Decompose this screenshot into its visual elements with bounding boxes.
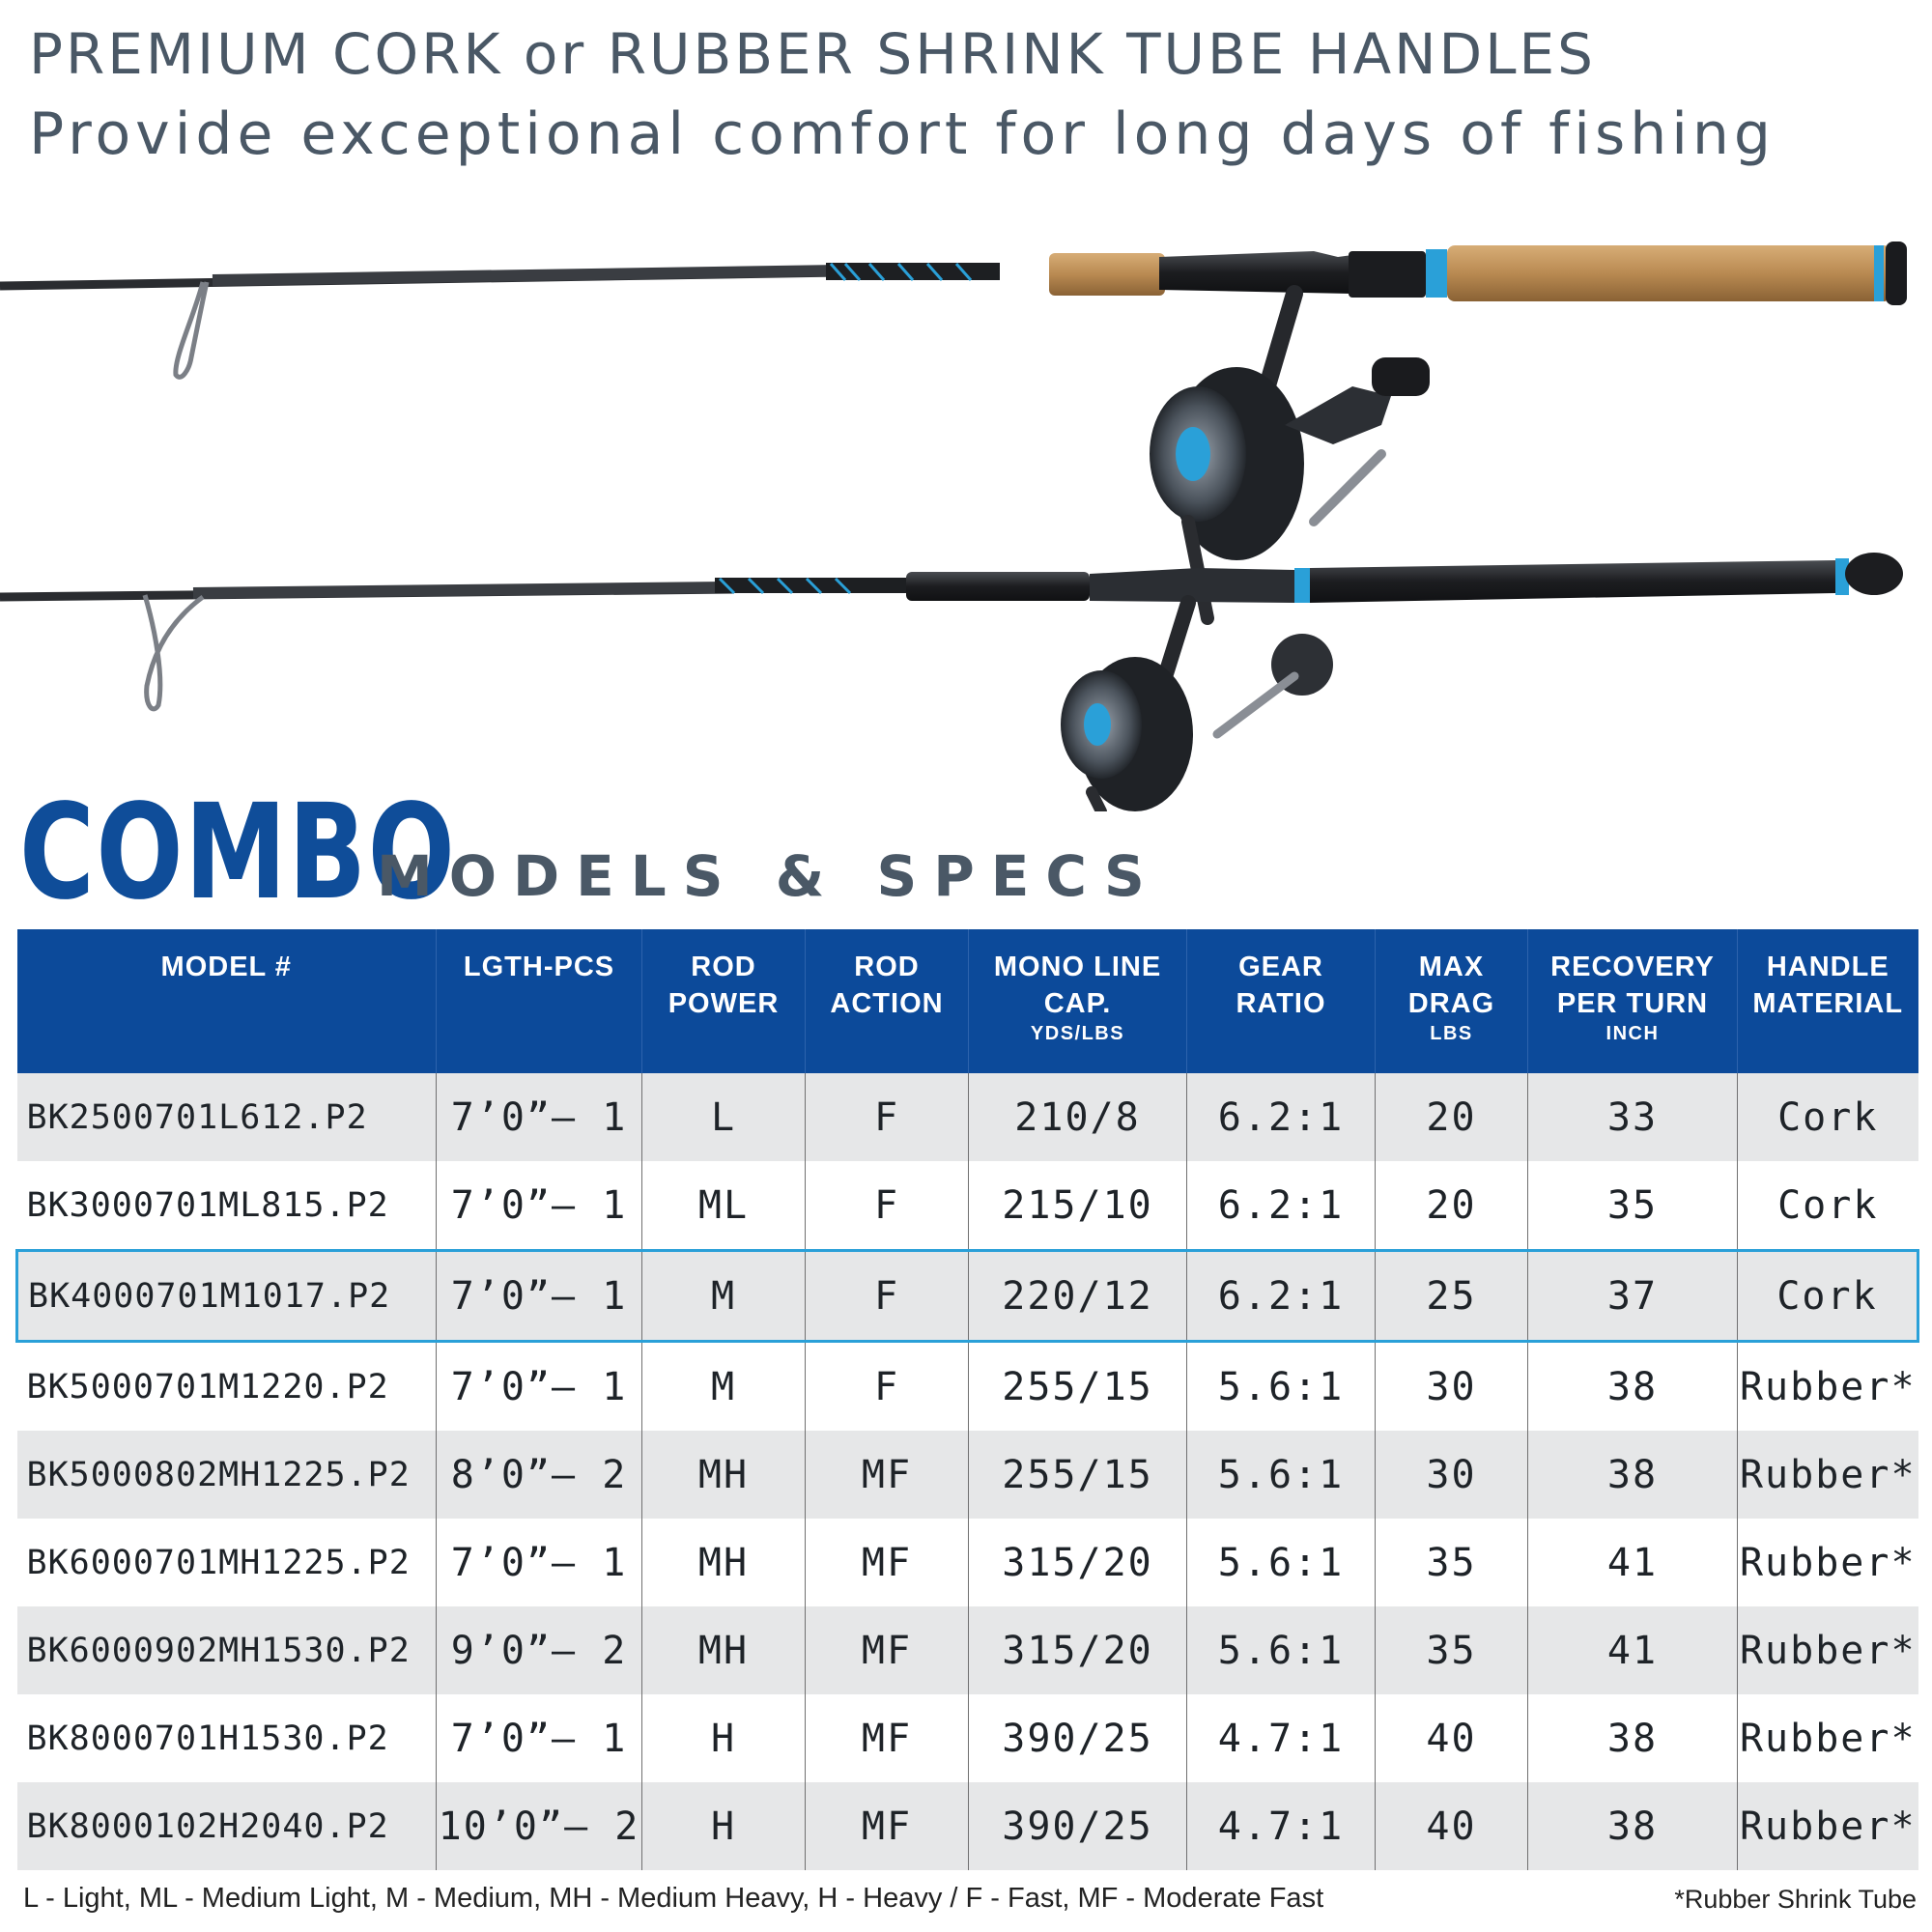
cell-handle: Rubber* [1738,1431,1918,1519]
cell-recovery: 41 [1528,1519,1738,1606]
guide-icon [176,282,207,377]
cell-length-pcs: 7’0”– 1 [437,1694,642,1782]
cell-recovery: 41 [1528,1606,1738,1694]
cell-recovery: 38 [1528,1694,1738,1782]
cell-rod-action: F [806,1342,969,1432]
cell-model: BK6000701MH1225.P2 [17,1519,437,1606]
cell-gear-ratio: 4.7:1 [1187,1694,1376,1782]
cell-max-drag: 30 [1376,1342,1528,1432]
cell-gear-ratio: 5.6:1 [1187,1431,1376,1519]
rod-reel-illustrations [0,193,1932,811]
table-row [17,1606,1918,1694]
cell-rod-action: F [806,1161,969,1251]
cell-rod-action: F [806,1251,969,1342]
cell-max-drag: 20 [1376,1161,1528,1251]
cell-max-drag: 25 [1376,1251,1528,1342]
header-handle-material: HANDLE MATERIAL [1738,929,1918,1073]
cell-model: BK8000102H2040.P2 [17,1782,437,1870]
cell-rod-power: M [642,1342,806,1432]
cell-rod-power: H [642,1694,806,1782]
cell-model: BK2500701L612.P2 [17,1073,437,1161]
unit-inch: INCH [1605,1023,1660,1044]
cell-gear-ratio: 6.2:1 [1187,1251,1376,1342]
cell-max-drag: 20 [1376,1073,1528,1161]
unit-lbs: LBS [1430,1023,1473,1044]
table-row [17,1431,1918,1519]
cell-handle: Rubber* [1738,1782,1918,1870]
cell-line-cap: 215/10 [969,1161,1187,1251]
cell-line-cap: 255/15 [969,1431,1187,1519]
cell-length-pcs: 9’0”– 2 [437,1606,642,1694]
header-model: MODEL # [17,929,437,1073]
cell-handle: Rubber* [1738,1342,1918,1432]
cell-line-cap: 315/20 [969,1519,1187,1606]
rubber-footnote: *Rubber Shrink Tube [1674,1885,1917,1914]
cell-model: BK6000902MH1530.P2 [17,1606,437,1694]
cell-line-cap: 210/8 [969,1073,1187,1161]
cell-rod-action: MF [806,1694,969,1782]
cell-recovery: 38 [1528,1782,1738,1870]
cell-handle: Rubber* [1738,1606,1918,1694]
header-rod-action: ROD ACTION [806,929,969,1073]
cell-line-cap: 315/20 [969,1606,1187,1694]
cell-gear-ratio: 5.6:1 [1187,1519,1376,1606]
cell-rod-action: MF [806,1606,969,1694]
cell-line-cap: 390/25 [969,1694,1187,1782]
cell-rod-power: L [642,1073,806,1161]
cell-recovery: 33 [1528,1073,1738,1161]
cell-model: BK3000701ML815.P2 [17,1161,437,1251]
cell-model: BK8000701H1530.P2 [17,1694,437,1782]
cell-rod-power: M [642,1251,806,1342]
cell-recovery: 37 [1528,1251,1738,1342]
header-rod-power: ROD POWER [642,929,806,1073]
cell-model: BK5000802MH1225.P2 [17,1431,437,1519]
cell-rod-action: F [806,1073,969,1161]
bottom-rod [0,553,1903,811]
header-recovery: RECOVERY PER TURN INCH [1528,929,1738,1073]
headline-line2: Provide exceptional comfort for long days of fishing [29,100,1776,168]
cell-line-cap: 390/25 [969,1782,1187,1870]
cell-max-drag: 30 [1376,1431,1528,1519]
abbreviation-legend: L - Light, ML - Medium Light, M - Medium, MH - Medium Heavy, H - Heavy / F - Fast, MF - Moderate Fast [23,1883,1324,1914]
headline-line1: PREMIUM CORK or RUBBER SHRINK TUBE HANDLES [29,21,1596,87]
cell-gear-ratio: 6.2:1 [1187,1161,1376,1251]
cell-max-drag: 40 [1376,1782,1528,1870]
cell-rod-action: MF [806,1782,969,1870]
cell-length-pcs: 10’0”– 2 [437,1782,642,1870]
cell-rod-power: MH [642,1606,806,1694]
cell-rod-power: MH [642,1519,806,1606]
cell-recovery: 38 [1528,1431,1738,1519]
table-row [17,1519,1918,1606]
cell-length-pcs: 7’0”– 1 [437,1161,642,1251]
cell-rod-action: MF [806,1519,969,1606]
cell-model: BK4000701M1017.P2 [17,1251,437,1342]
cell-gear-ratio: 6.2:1 [1187,1073,1376,1161]
section-subtitle: MODELS & SPECS [377,843,1161,909]
cell-handle: Rubber* [1738,1519,1918,1606]
cell-gear-ratio: 5.6:1 [1187,1606,1376,1694]
cell-line-cap: 255/15 [969,1342,1187,1432]
table-row-highlighted [17,1251,1918,1342]
table-row [17,1161,1918,1251]
guide-icon [145,595,203,709]
table-row [17,1073,1918,1161]
cell-length-pcs: 7’0”– 1 [437,1251,642,1342]
table-row [17,1694,1918,1782]
cell-gear-ratio: 5.6:1 [1187,1342,1376,1432]
header-mono-line-cap: MONO LINE CAP. YDS/LBS [969,929,1187,1073]
cell-length-pcs: 7’0”– 1 [437,1342,642,1432]
header-gear-ratio: GEAR RATIO [1187,929,1376,1073]
cell-length-pcs: 7’0”– 1 [437,1519,642,1606]
cell-rod-power: H [642,1782,806,1870]
table-row [17,1782,1918,1870]
table-row [17,1342,1918,1432]
cell-model: BK5000701M1220.P2 [17,1342,437,1432]
cell-recovery: 35 [1528,1161,1738,1251]
cell-max-drag: 35 [1376,1606,1528,1694]
cell-rod-power: MH [642,1431,806,1519]
cell-gear-ratio: 4.7:1 [1187,1782,1376,1870]
unit-yds-lbs: YDS/LBS [1030,1023,1125,1044]
table-header-row [17,929,1918,1073]
cell-line-cap: 220/12 [969,1251,1187,1342]
cell-handle: Cork [1738,1161,1918,1251]
bottom-reel [1061,603,1333,811]
cell-recovery: 38 [1528,1342,1738,1432]
cell-rod-power: ML [642,1161,806,1251]
section-title: COMBO [19,777,457,929]
header-max-drag: MAX DRAG LBS [1376,929,1528,1073]
cell-rod-action: MF [806,1431,969,1519]
cell-handle: Rubber* [1738,1694,1918,1782]
cell-max-drag: 35 [1376,1519,1528,1606]
cell-handle: Cork [1738,1073,1918,1161]
cell-max-drag: 40 [1376,1694,1528,1782]
header-length-pcs: LGTH-PCS [437,929,642,1073]
top-rod [0,242,1907,618]
cell-handle: Cork [1738,1251,1918,1342]
specs-table [15,929,1919,1870]
cell-length-pcs: 7’0”– 1 [437,1073,642,1161]
cell-length-pcs: 8’0”– 2 [437,1431,642,1519]
